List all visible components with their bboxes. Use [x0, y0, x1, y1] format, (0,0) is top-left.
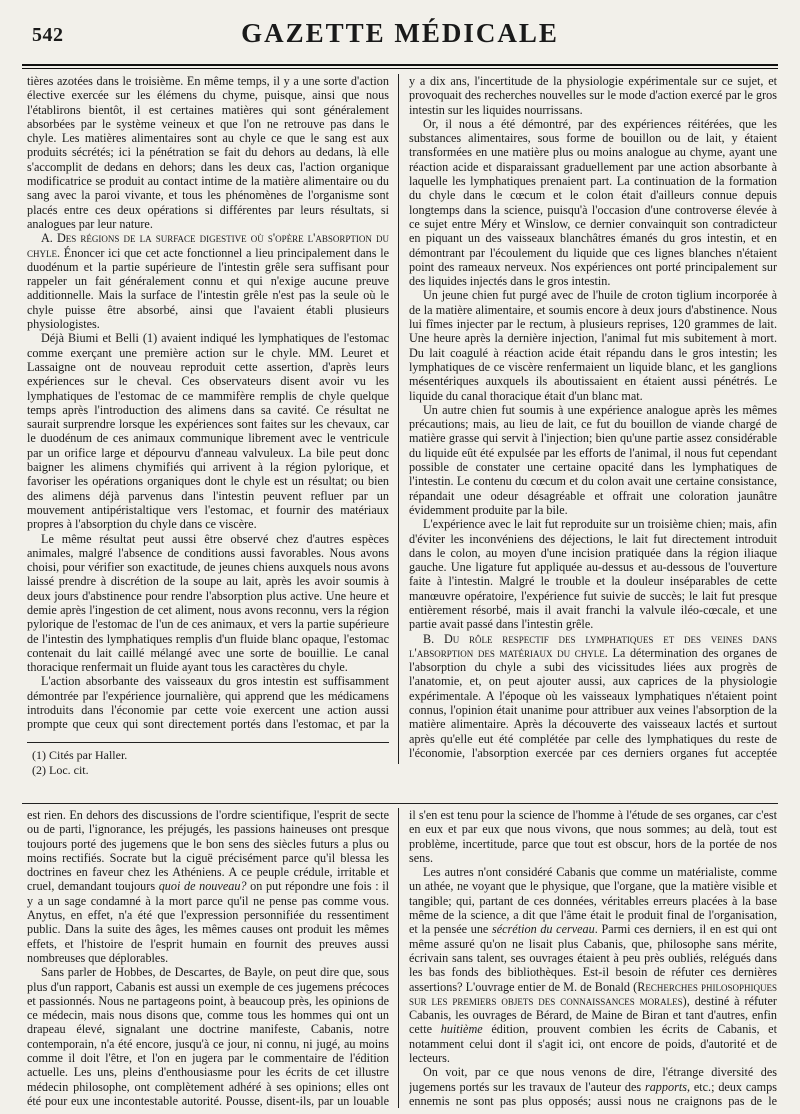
header-rule	[22, 64, 778, 66]
paragraph-text: on put répondre une fois : il y a un sage condamné à la mort parce qu'il ne pense pas comme vous. Anytus, en effet, n'a été que l'expression personnifiée du ressentiment public. Dans la suite des âges, les mêmes causes ont produit les mêmes effets, et l'histoire de l'esprit humain en fournit des preuves aussi nombreuses que déplorables.	[27, 879, 389, 965]
section-divider	[22, 803, 778, 804]
paragraph-text: , etc.; deux camps ennemis ne sont pas plus opposés; aussi nous ne craignons pas de le	[409, 1079, 777, 1108]
footnote-2: (2) Loc. cit.	[32, 763, 89, 777]
paragraph: tières azotées dans le troisième. En même temps, il y a une sorte d'action élective exercée sur les élémens du chyme, puisque, ainsi que nous l'établirons bientôt, il est certaines matières qui sont généralement absorbées par le système veineux et que l'on ne retrouve pas dans le chyle. Les matières alimentaires sont au chyle ce que le sang est aux produits sécrétés; ici la pénétration se fait du dehors au dedans, là elle s'accomplit de dedans en dehors; dans les deux cas, l'action organique modificatrice se produit au contact intime de la matière alimentaire ou du sang avec la paroi vivante, et tous les phénomènes de l'organisme sont placés entre ces deux opérations si différentes par leurs résultats, si analogues par leur nature.	[27, 74, 389, 231]
paragraph-text: Énoncer ici que cet acte fonctionnel a lieu principalement dans le duodénum et la partie supérieure de l'intestin grêle sera suffisant pour rappeler un fait généralement connu et qui n'exige aucune preuve additionnelle. Mais la surface de l'intestin grêle n'est pas la seule où le chyle puisse être absorbé, ainsi que l'avaient établi plusieurs physiologistes.	[27, 245, 389, 332]
column-separator	[398, 74, 399, 764]
page-header	[22, 14, 778, 72]
quote-text: quoi de nouveau?	[158, 879, 247, 894]
paragraph: Le même résultat peut aussi être observé chez d'autres espèces animales, malgré l'absence de conditions aussi favorables. Nous avons choisi, pour vérifier son exactitude, de jeunes chiens auxquels nous avons laissé prendre à discrétion de la soupe au lait, après les avoir soumis à deux jours d'abstinence pour rendre l'absorption plus active. Une heure et demie après l'ingestion de cet aliment, nous avons reconnu, vers la région pylorique de l'estomac de l'un de ces animaux, et vers la partie supérieure de l'intestin des lymphatiques remplis d'un fluide blanc opaque, l'estomac contenait du lait caillé mélangé avec une sorte de bouillie. Le canal thoracique renfermait un fluide ayant tous les caractères du chyle.	[27, 531, 389, 675]
italic-text: rapports	[644, 1079, 687, 1094]
page-number: 542	[32, 24, 64, 46]
column-separator	[398, 808, 399, 1108]
italic-text: huitième	[440, 1022, 483, 1037]
paragraph	[409, 1065, 777, 1108]
footnote-rule	[27, 742, 389, 743]
paragraph-text: On voit, par ce que nous venons de dire, l'étrange diversité des jugemens portés sur les travaux de l'auteur des	[409, 1065, 777, 1094]
paragraph	[27, 231, 389, 331]
paragraph-text: La détermination des organes de l'absorption du chyle a subi des vicissitudes liées aux progrès de l'anatomie, et, on peut ajouter aussi, aux caprices de la physiologie expérimentale. A l'époque où les vaisseaux lymphatiques n'étaient point connus, l'opinion était unanime pour attribuer aux veines l'absorption de la matière alimentaire. Après la découverte des vaisseaux lactés et surtout après qu'elle eut été complétée par celle des lymphatiques du reste de l'économie, l'absorption exercée par ces derniers organes fut acceptée	[409, 645, 777, 760]
footnotes	[32, 748, 392, 778]
header-rule-thin	[22, 68, 778, 69]
section-heading: B. Du rôle respectif des lymphatiques et des veines dans l'absorption des matériaux du chyle.	[409, 631, 777, 660]
paragraph: Déjà Biumi et Belli (1) avaient indiqué les lymphatiques de l'estomac comme exerçant une première action sur le chyle. MM. Leuret et Lassaigne ont de nouveau reproduit cette assertion, d'après leurs expériences sur le cheval. Ces observateurs disent avoir vu les lymphatiques de l'estomac de ce mammifère remplis de chyle quelque temps après l'introduction des alimens dans sa cavité. Ce résultat ne saurait surprendre lorsque les expériences sont faites sur les chevaux, car le duodénum de ces animaux communique librement avec le ventricule par un orifice large et dépourvu d'anneau valvuleux. La bile peut donc baigner les alimens chymifiés qui arrivent à la région pylorique, et favoriser les opérations organiques dont le chyle est un résultat; ou bien des alimens déjà parvenus dans l'intestin peuvent refluer par un mouvement antipéristaltique vers l'estomac, et fournir des matériaux propres à l'absorption du chyle dans ce viscère.	[27, 331, 389, 532]
paragraph: Un autre chien fut soumis à une expérience analogue après les mêmes précautions; mais, au lieu de lait, ce fut du bouillon de viande chargé de matière grasse qui servit à l'injection; bien qu'une partie assez considérable du liquide eût été expulsée par les efforts de l'animal, il nous fut cependant possible de constater une certaine opacité dans les lymphatiques de l'intestin. Le contenu du cœcum et du colon avait une certaine consistance, répandait une odeur désagréable et offrait une coloration jaunâtre évidemment produite par la bile.	[409, 402, 777, 517]
book-title: Recherches philosophiques sur les premiers objets des connaissances morales	[409, 979, 777, 1008]
left-column-top	[27, 74, 389, 732]
right-column-bottom	[409, 808, 777, 1108]
paragraph: L'expérience avec le lait fut reproduite sur un troisième chien; mais, afin d'éviter les inconvéniens des déjections, le lait fut directement introduit dans le colon, au moyen d'une incision pratiquée dans la région iliaque gauche. Une ligature fut appliquée au-dessus et au-dessous de l'ouverture faite à l'intestin. Malgré le trouble et la douleur inséparables de cette manœuvre opératoire, l'expérience fut suivie de succès; le lait fut presque entièrement résorbé, mais il avait franchi la valvule iléo-cœcale, et une partie avait passé dans l'intestin grêle.	[409, 517, 777, 632]
italic-text: sécrétion du cerveau	[491, 922, 595, 937]
paragraph-text: est rien. En dehors des discussions de l'ordre scientifique, l'esprit de secte ou de parti, l'ignorance, les préjugés, les passions haineuses ont presque toujours porté des jugemens que le bon sens des siècles futurs a plus ou moins rectifiés. Socrate but la ciguë précisément parce qu'il blessa les doctrines en faveur chez les Athéniens. A ce peuple crédule, irritable et cruel, demandant toujours	[27, 808, 389, 894]
paragraph	[409, 632, 777, 762]
paragraph: y a dix ans, l'incertitude de la physiologie expérimentale sur ce sujet, et provoquait des recherches nouvelles sur le mode d'action exercé par le gros intestin sur les liquides nourrissans.	[409, 74, 777, 117]
paragraph: Sans parler de Hobbes, de Descartes, de Bayle, on peut dire que, sous plus d'un rapport, Cabanis est aussi un exemple de ces jugemens précoces et passionnés. Nous ne partageons point, à beaucoup près, les opinions de ce médecin, mais nous disons que, comme tous les hommes qui ont un drapeau élevé, signalant une doctrine manifeste, Cabanis, notre contemporain, n'a été encore, jusqu'à ce jour, ni connu, ni jugé, au moins comme il doit l'être, et l'on en jugera par le commentaire de l'édition actuelle. Les uns, pleins d'enthousiasme pour les écrits de cet illustre médecin philosophe, ont complètement adhéré à ses opinions; elles ont été pour eux une incontestable autorité. Pousse, disent-ils, par un louable	[27, 965, 389, 1108]
paragraph-text: . Parmi ces derniers, il en est qui ont même assuré qu'on ne lisait plus Cabanis, que, philosophe sans mérite, écrivain sans talent, ses ouvrages étaient à peu près oubliés, relégués dans les bas fonds des bibliothèques. Est-il besoin de réfuter ces dernières assertions? L'ouvrage entier de M. de Bonald (	[409, 922, 777, 994]
paragraph: Un jeune chien fut purgé avec de l'huile de croton tiglium incorporée à de la matière alimentaire, et soumis encore à deux jours d'abstinence. Nous lui fîmes injecter par le rectum, à plusieurs reprises, 120 grammes de lait. Une heure après la dernière injection, l'animal fut mis subitement à mort. Du lait coagulé à réaction acide était répandu dans le gros intestin; les lymphatiques de ce viscère renfermaient un liquide blanc, et les ganglions mésentériques auxquels ils aboutissaient en étaient aussi pénétrés. Le liquide du canal thoracique était d'un blanc mat.	[409, 288, 777, 403]
paragraph-text: ), destiné à réfuter Cabanis, les ouvrages de Bérard, de Maine de Biran et tant d'autres, enfin cette	[409, 993, 777, 1037]
paragraph	[409, 865, 777, 1065]
section-heading: A. Des régions de la surface digestive où s'opère l'absorption du chyle.	[27, 231, 389, 260]
journal-title: GAZETTE MÉDICALE	[241, 18, 559, 48]
paragraph	[27, 808, 389, 965]
right-column-top	[409, 74, 777, 762]
footnote-1: (1) Cités par Haller.	[32, 748, 128, 762]
paragraph-text: Les autres n'ont considéré Cabanis que comme un matérialiste, comme un athée, ne voyant que le physique, que l'organe, que la matière visible et tangible; qui, partant de ces données, véritables erreurs placées à la base même de la science, a dit que l'âme était le produit final de l'organisation, et la pensée une	[409, 865, 777, 937]
paragraph-text: édition, prouvent combien les écrits de Cabanis, et notamment celui dont il s'agit ici, ont encore de poids, d'autorité et de lecteurs.	[409, 1022, 777, 1066]
paragraph: Or, il nous a été démontré, par des expériences réitérées, que les substances alimentaires, sous forme de bouillon ou de lait, y étaient transformées en une matière plus ou moins analogue au chyme, ayant une réaction acide et disparaissant graduellement par une action absorbante à laquelle les lymphatiques prenaient part. La continuation de la formation du chyle dans le cœcum et le colon était d'ailleurs connue depuis longtemps dans la science, puisqu'à l'occasion d'une controverse élevée à ce sujet entre Méry et Winslow, ce dernier convainquit son contradicteur en piquant un des vaisseaux blanchâtres émanés du gros intestin, et en démontrant par l'écoulement du liquide que ces lignes blanches n'étaient point des rameaux nerveux. Nos expériences ont porté principalement sur des liquides injectés dans le gros intestin.	[409, 116, 777, 289]
paragraph: L'action absorbante des vaisseaux du gros intestin est suffisamment démontrée par l'expérience journalière, qui apprend que les médicamens introduits dans l'économie par cette voie exercent une action aussi prompte que ceux qui sont directement portés dans l'estomac, et par la	[27, 674, 389, 732]
left-column-bottom	[27, 808, 389, 1108]
paragraph: il s'en est tenu pour la science de l'homme à l'étude de ses organes, car c'est en eux et par eux que nous vivons, que nous sommes; au delà, tout est problème, incertitude, parce que tout est obscur, hors de la portée de nos sens.	[409, 808, 777, 865]
